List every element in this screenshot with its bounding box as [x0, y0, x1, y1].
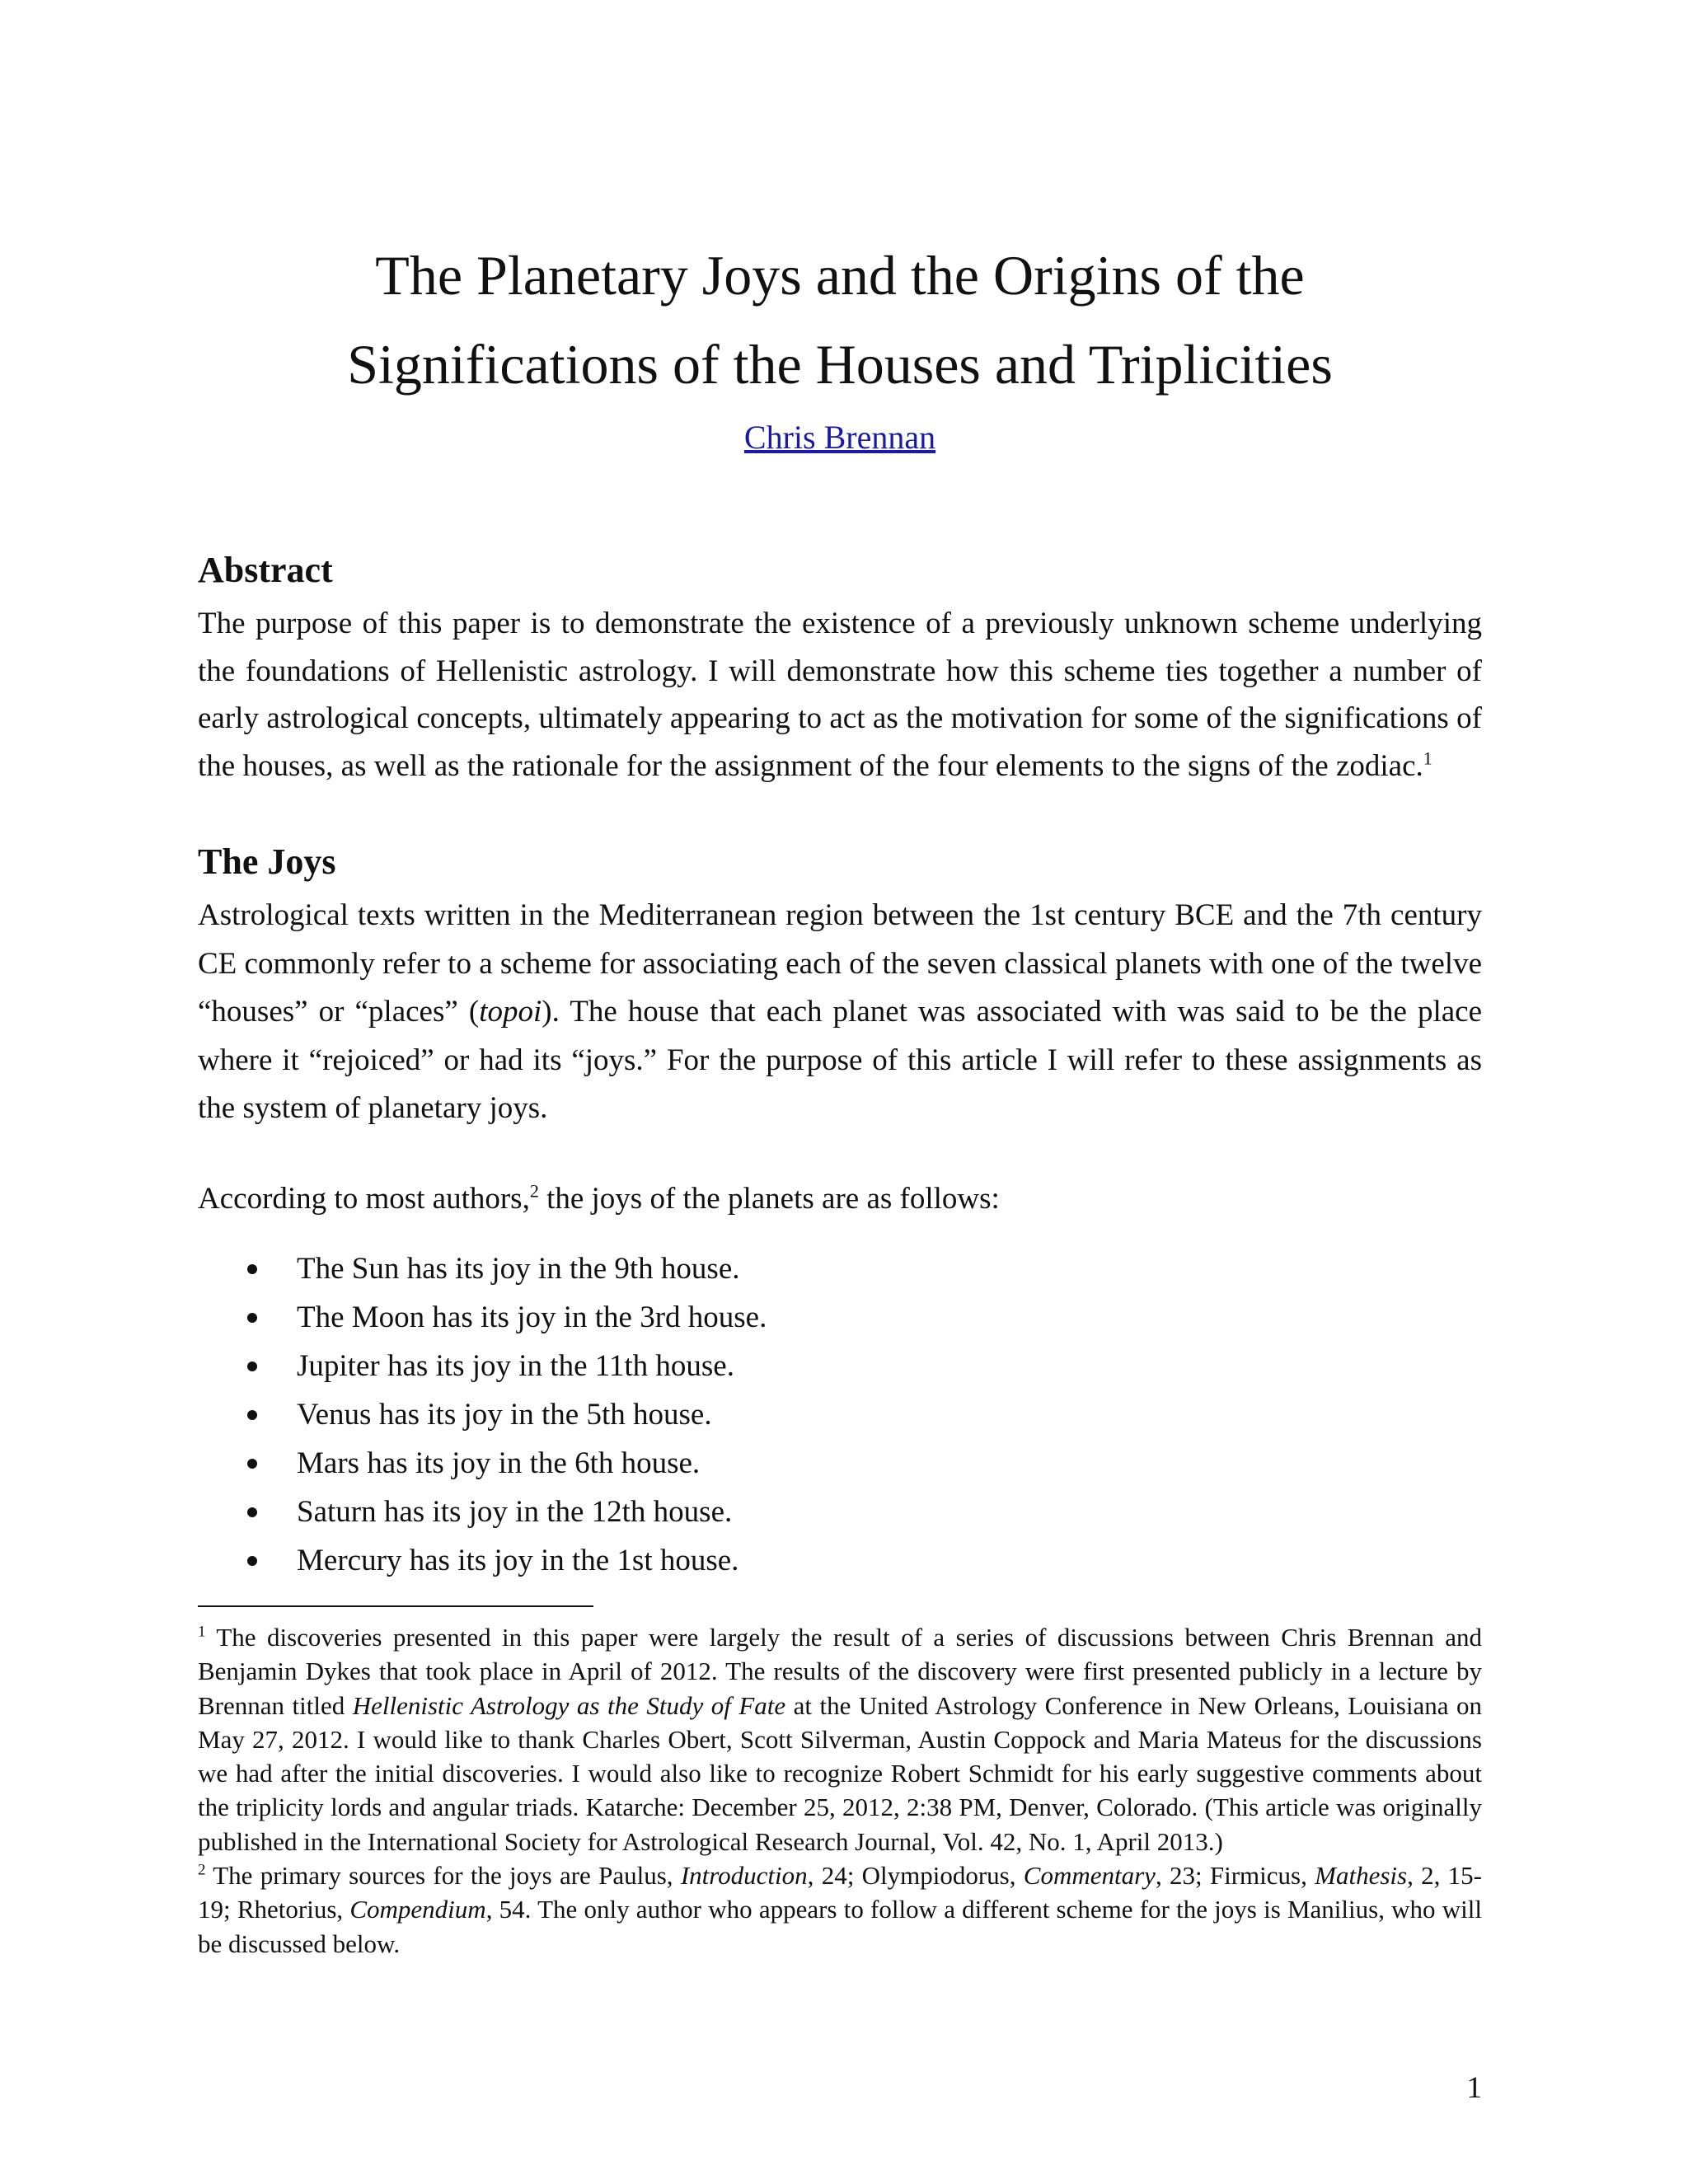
bullet-icon: [247, 1361, 257, 1371]
footnote-2: [198, 1858, 1482, 1961]
bullet-icon: [247, 1410, 257, 1420]
abstract-body: The purpose of this paper is to demonstrate the existence of a previously unknown scheme underlying the foundations of Hellenistic astrology. I will demonstrate how this scheme ties together a number of early astrological concepts, ultimately appearing to act as the motivation for some of the significations of the houses, as well as the rationale for the assignment of the four elements to the signs of the zodiac.: [198, 607, 1482, 783]
list-item: [198, 1342, 767, 1390]
joys-heading: The Joys: [198, 841, 336, 882]
footnotes: [198, 1620, 1482, 1961]
bullet-icon: [247, 1459, 257, 1469]
footnote-2-text5: , 54. The only author who appears to follow a different scheme for the joys is Manilius, who will be discussed below.: [198, 1895, 1482, 1958]
footnote-2-text2: , 24; Olympiodorus,: [807, 1861, 1024, 1891]
according-after: the joys of the planets are as follows:: [538, 1182, 1000, 1216]
footnote-1-number: 1: [198, 1623, 206, 1641]
abstract-heading: Abstract: [198, 550, 333, 590]
according-paragraph: [198, 1175, 1482, 1222]
footnote-ref-1[interactable]: 1: [1423, 748, 1432, 769]
list-item-text: The Moon has its joy in the 3rd house.: [297, 1301, 767, 1334]
planet-joys-list: [198, 1244, 767, 1585]
footnote-2-text4: , 2, 15-19; Rhetorius,: [198, 1861, 1482, 1924]
author-link[interactable]: Chris Brennan: [743, 419, 936, 456]
title-line-2: Significations of the Houses and Triplicities: [347, 333, 1333, 396]
list-item: [198, 1293, 767, 1342]
footnote-2-italic2: Commentary: [1023, 1861, 1156, 1891]
footnote-1-part1: The discoveries presented in this paper were largely the result of a series of discussions between Chris Brennan and Benjamin Dykes that took place in April of 2012. The results of the discovery were first presented publicly in a lecture by Brennan titled: [198, 1623, 1482, 1720]
list-item: [198, 1439, 767, 1488]
list-item-text: Jupiter has its joy in the 11th house.: [297, 1349, 734, 1383]
footnote-divider: [198, 1605, 593, 1607]
list-item: [198, 1244, 767, 1293]
footnote-ref-2[interactable]: 2: [529, 1180, 539, 1202]
bullet-icon: [247, 1507, 257, 1517]
joys-paragraph-part1: Astrological texts written in the Mediterranean region between the 1st century BCE and the 7th century CE commonly refer to a scheme for associating each of the seven classical planets with one of the twelve “houses” or “places” (: [198, 898, 1482, 1029]
footnote-2-italic3: Mathesis: [1315, 1861, 1408, 1891]
list-item-text: Saturn has its joy in the 12th house.: [297, 1495, 733, 1529]
abstract-text: [198, 600, 1482, 790]
joys-paragraph-part2: ). The house that each planet was associated with was said to be the place where it “rejoiced” or had its “joys.” For the purpose of this article I will refer to these assignments as the system of planetary joys.: [198, 995, 1482, 1125]
joys-paragraph-italic: topoi: [479, 995, 542, 1029]
footnote-1: [198, 1620, 1482, 1858]
title-line-1: The Planetary Joys and the Origins of the: [375, 244, 1305, 307]
footnote-1-italic: Hellenistic Astrology as the Study of Fate: [352, 1690, 786, 1720]
footnote-2-number: 2: [198, 1861, 206, 1879]
bullet-icon: [247, 1313, 257, 1323]
author-byline: [198, 417, 1482, 458]
joys-paragraph: [198, 892, 1482, 1133]
list-item-text: Venus has its joy in the 5th house.: [297, 1398, 712, 1432]
page-number: 1: [1466, 2071, 1482, 2105]
according-before: According to most authors,: [198, 1182, 530, 1216]
footnote-2-italic1: Introduction: [680, 1861, 808, 1891]
list-item-text: The Sun has its joy in the 9th house.: [297, 1252, 740, 1286]
list-item-text: Mars has its joy in the 6th house.: [297, 1446, 701, 1480]
list-item-text: Mercury has its joy in the 1st house.: [297, 1544, 739, 1577]
footnote-1-part2: at the United Astrology Conference in New Orleans, Louisiana on May 27, 2012. I would like to thank Charles Obert, Scott Silverman, Austin Coppock and Maria Mateus for the discussions we had after the initial discoveries. I would also like to recognize Robert Schmidt for his early suggestive comments about the triplicity lords and angular triads. Katarche: December 25, 2012, 2:38 PM, Denver, Colorado. (This article was originally published in the International Society for Astrological Research Journal, Vol. 42, No. 1, April 2013.): [198, 1690, 1482, 1856]
list-item: [198, 1390, 767, 1439]
list-item: [198, 1488, 767, 1536]
bullet-icon: [247, 1264, 257, 1274]
footnote-2-text3: , 23; Firmicus,: [1155, 1861, 1315, 1891]
list-item: [198, 1536, 767, 1585]
paper-title: [198, 231, 1482, 409]
bullet-icon: [247, 1556, 257, 1566]
footnote-2-italic4: Compendium: [349, 1895, 486, 1924]
footnote-2-text1: The primary sources for the joys are Paulus,: [205, 1861, 681, 1891]
paper-page: [198, 0, 1482, 2184]
